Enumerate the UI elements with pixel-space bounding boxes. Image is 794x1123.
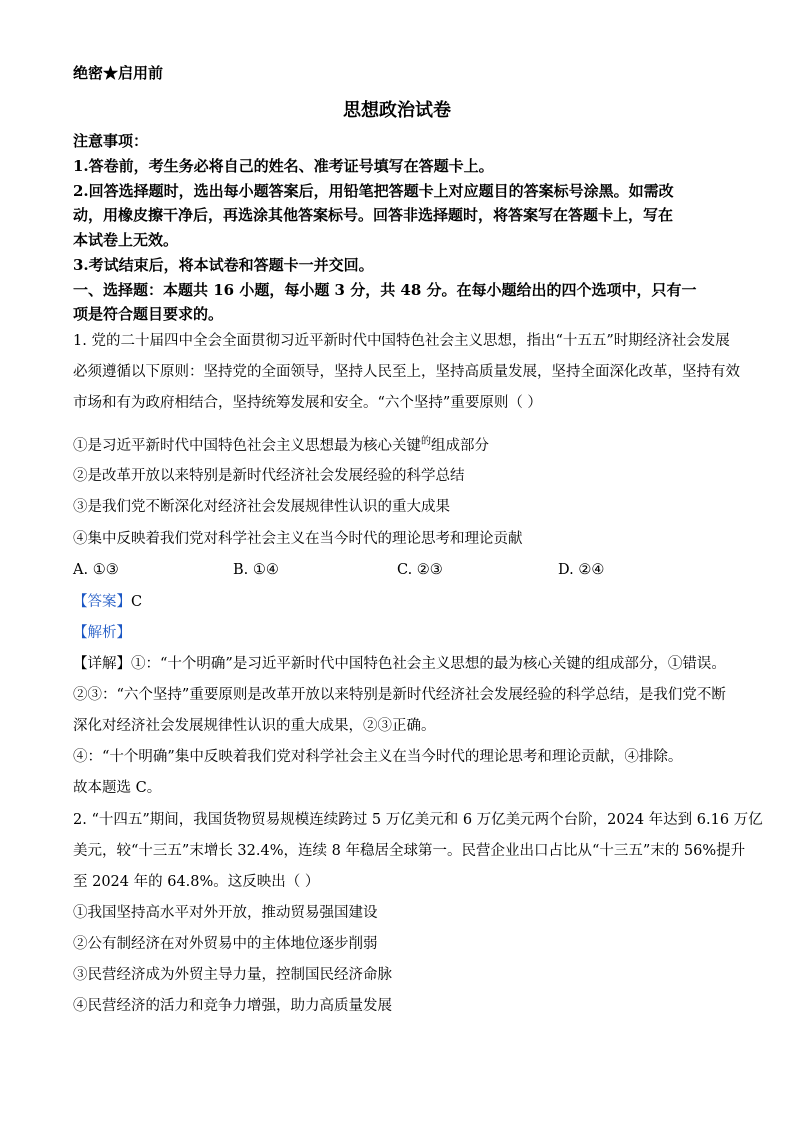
notice-item-2-line-2: 动，用橡皮擦干净后，再选涂其他答案标号。回答非选择题时，将答案写在答题卡上，写在 (73, 206, 674, 224)
q1-detail-1 (73, 655, 726, 673)
answer-tag: 【答案】 (73, 594, 131, 610)
section-heading-line-2: 项是符合题目要求的。 (73, 305, 224, 323)
detail-tag: 【详解】 (73, 656, 131, 672)
q1-stem-line-1: 1. 党的二十届四中全会全面贯彻习近平新时代中国特色社会主义思想，指出“十五五”时期经济社会发展 (73, 333, 730, 349)
notice-item-1: 1.答卷前，考生务必将自己的姓名、准考证号填写在答题卡上。 (73, 157, 494, 175)
analysis-tag: 【解析】 (73, 625, 131, 641)
q1-option-b: B. ①④ (233, 562, 279, 578)
page-title: 思想政治试卷 (343, 100, 451, 121)
confidential-mark: 绝密★启用前 (73, 64, 164, 82)
q1-detail-2-line-1: ②③：“六个坚持”重要原则是改革开放以来特别是新时代经济社会发展经验的科学总结，是我们党不断 (73, 687, 726, 703)
q2-stem-line-3: 至 2024 年的 64.8%。这反映出（ ） (73, 874, 320, 890)
q1-statement-1 (73, 433, 723, 455)
q1-statement-4: ④集中反映着我们党对科学社会主义在当今时代的理论思考和理论贡献 (73, 531, 523, 547)
section-heading-line-1: 一、选择题：本题共 16 小题，每小题 3 分，共 48 分。在每小题给出的四个选项中，只有一 (73, 281, 697, 299)
q1-detail-2-line-2: 深化对经济社会发展规律性认识的重大成果，②③正确。 (73, 718, 436, 734)
q2-statement-1: ①我国坚持高水平对外开放，推动贸易强国建设 (73, 905, 378, 921)
q1-detail-3: ④：“十个明确”集中反映着我们党对科学社会主义在当今时代的理论思考和理论贡献，④排除。 (73, 749, 683, 765)
notice-item-2-line-3: 本试卷上无效。 (73, 231, 179, 249)
q1-answer (73, 593, 723, 611)
q2-statement-3: ③民营经济成为外贸主导力量，控制国民经济命脉 (73, 967, 392, 983)
q1-option-a: A. ①③ (73, 562, 119, 578)
notice-item-3: 3.考试结束后，将本试卷和答题卡一并交回。 (73, 256, 374, 274)
q1-statement-1-text-a: ①是习近平新时代中国特色社会主义思想最为核心关键 (73, 438, 421, 454)
answer-value: C (131, 594, 143, 610)
q1-option-d: D. ②④ (558, 562, 605, 578)
q1-conclusion: 故本题选 C。 (73, 780, 162, 796)
notice-item-2-line-1: 2.回答选择题时，选出每小题答案后，用铅笔把答题卡上对应题目的答案标号涂黑。如需改 (73, 182, 674, 200)
q1-stem-line-2: 必须遵循以下原则：坚持党的全面领导，坚持人民至上，坚持高质量发展，坚持全面深化改革，坚持有效 (73, 364, 740, 380)
q2-statement-2: ②公有制经济在对外贸易中的主体地位逐步削弱 (73, 936, 378, 952)
q1-statement-2: ②是改革开放以来特别是新时代经济社会发展经验的科学总结 (73, 468, 465, 484)
q2-statement-4: ④民营经济的活力和竞争力增强，助力高质量发展 (73, 998, 392, 1014)
notice-heading: 注意事项： (73, 132, 149, 150)
q1-stem-line-3: 市场和有为政府相结合，坚持统筹发展和安全。“六个坚持”重要原则（ ） (73, 395, 542, 411)
q1-statement-1-text-b: 组成部分 (431, 438, 489, 454)
q1-option-c: C. ②③ (397, 562, 443, 578)
q1-statement-1-superscript: 的 (421, 436, 431, 447)
q1-statement-3: ③是我们党不断深化对经济社会发展规律性认识的重大成果 (73, 499, 450, 515)
q2-stem-line-1: 2. “十四五”期间，我国货物贸易规模连续跨过 5 万亿美元和 6 万亿美元两个台阶，2024 年达到 6.16 万亿 (73, 812, 763, 828)
q2-stem-line-2: 美元，较“十三五”末增长 32.4%，连续 8 年稳居全球第一。民营企业出口占比从“十三五”末的 56%提升 (73, 843, 746, 859)
detail-text-1: ①：“十个明确”是习近平新时代中国特色社会主义思想的最为核心关键的组成部分，①错误。 (131, 656, 726, 672)
